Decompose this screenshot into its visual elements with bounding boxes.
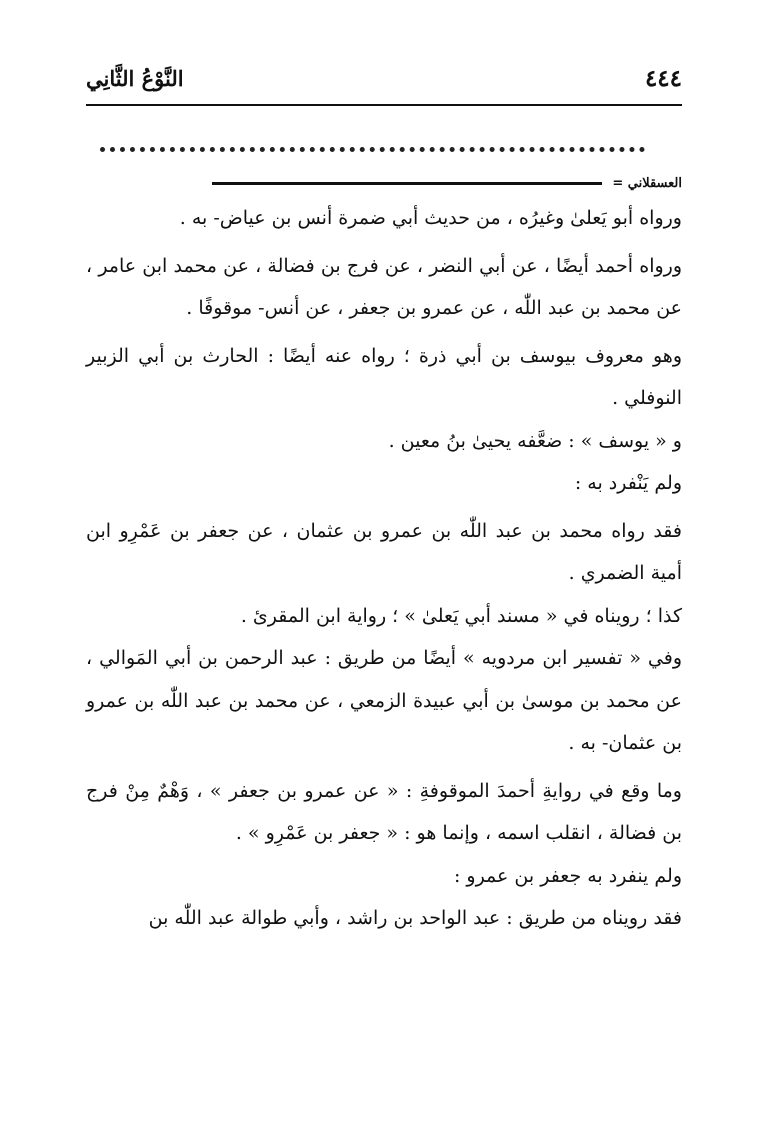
paragraph-1: ورواه أبو يَعلىٰ وغيرُه ، من حديث أبي ضمرة أنس بن عياض- به . xyxy=(179,207,682,229)
paragraph-3: وهو معروف بيوسف بن أبي ذرة ؛ رواه عنه أيضًا : الحارث بن أبي الزبير النوفلي . xyxy=(86,344,682,409)
section-marker-label: العسقلاني = xyxy=(612,175,682,191)
section-marker xyxy=(86,171,682,195)
dotted-separator xyxy=(100,147,645,152)
paragraph-7: كذا ؛ رويناه في « مسند أبي يَعلىٰ » ؛ رواية ابن المقرئ . xyxy=(240,604,682,627)
paragraph-8: وفي « تفسير ابن مردويه » أيضًا من طريق : عبد الرحمن بن أبي المَوالي ، عن محمد بن موسىٰ بن أبي عبيدة الزمعي ، عن محمد بن عبد اللّٰه بن عمرو بن عثمان- به . xyxy=(86,647,682,754)
running-title: النَّوْعُ الثَّانِي xyxy=(86,65,184,91)
header-rule xyxy=(86,104,682,106)
paragraph-9: وما وقع في روايةِ أحمدَ الموقوفةِ : « عن عمرو بن جعفر » ، وَهْمٌ مِنْ فرج بن فضالة ، انقلب اسمه ، وإنما هو : « جعفر بن عَمْرِو » . xyxy=(86,779,682,844)
paragraph-11: فقد رويناه من طريق : عبد الواحد بن راشد ، وأبي طوالة عبد اللّٰه بن xyxy=(148,907,682,929)
paragraph-2: ورواه أحمد أيضًا ، عن أبي النضر ، عن فرج بن فضالة ، عن محمد ابن عامر ، عن محمد بن عبد اللّٰه ، عن عمرو بن جعفر ، عن أنس- موقوفًا . xyxy=(86,254,682,319)
section-marker-line xyxy=(212,182,602,185)
paragraph-10: ولم ينفرد به جعفر بن عمرو : xyxy=(453,864,682,887)
body-text xyxy=(86,197,682,940)
paragraph-4: و « يوسف » : ضعَّفه يحيىٰ بنُ معين . xyxy=(388,429,682,452)
paragraph-5: ولم يَنْفرد به : xyxy=(574,472,682,494)
paragraph-6: فقد رواه محمد بن عبد اللّٰه بن عمرو بن عثمان ، عن جعفر بن عَمْرِو ابن أمية الضمري . xyxy=(86,519,682,584)
page-number: ٤٤٤ xyxy=(644,64,682,92)
page-header xyxy=(86,60,682,96)
